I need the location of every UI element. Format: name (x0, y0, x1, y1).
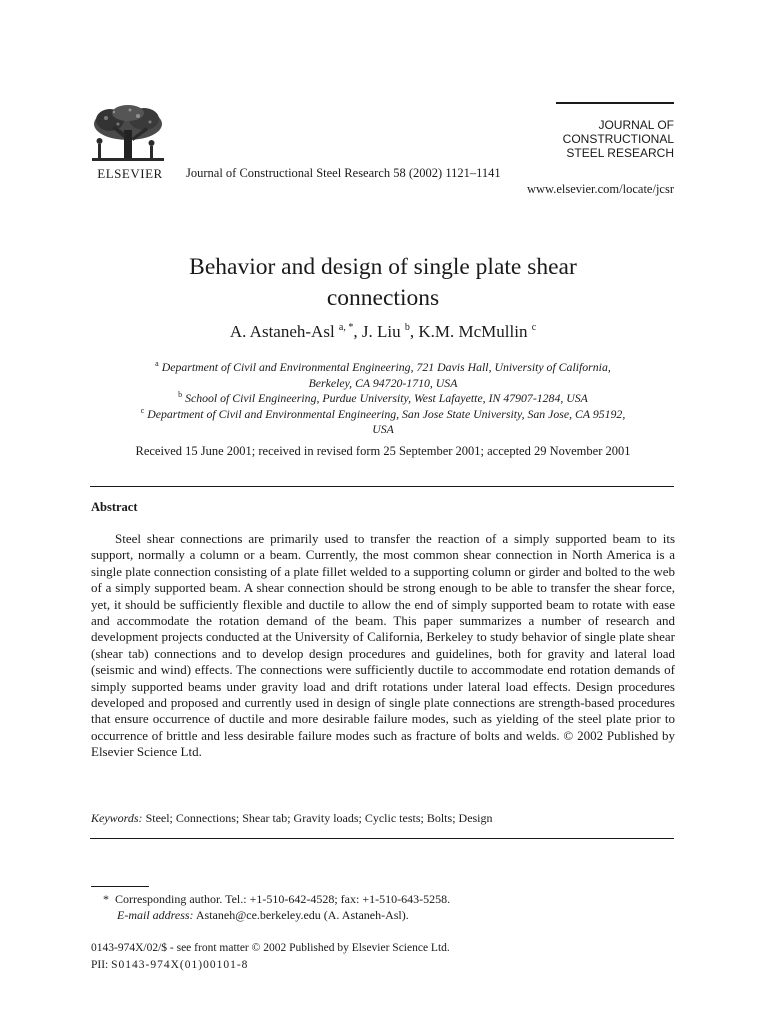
affiliation-text: School of Civil Engineering, Purdue University, West Lafayette, IN 47907-1284, USA (185, 391, 588, 405)
affiliation-line: USA (372, 422, 394, 436)
footnote-rule (91, 886, 149, 887)
abstract-body: Steel shear connections are primarily used to transfer the reaction of a simply supported beam to its support, normally a column or a beam. Currently, the most common shear connection in North America is a single plate connection consisting of a plate fillet welded to a supporting column or girder and bolted to the web of a simply supported beam. A shear connection should be strong enough to be able to transfer the shear force, yet, it should be sufficiently flexible and ductile to allow the end of simply supported beam to rotate with ease and accommodate the rotation demand of the beam. This paper summarizes a number of research and development projects conducted at the University of California, Berkeley to study behavior of single plate shear (shear tab) connections and to develop design procedures and guidelines, both for gravity and lateral load (seismic and wind) effects. The connections were sufficiently ductile to accommodate end rotation demands of simply supported beams under gravity load and drift rotations under lateral load effects. Design procedures developed and proposed and currently used in design of single plate connections are strength-based procedures that ensure occurrence of ductile and more desirable failure modes, such as yielding of the steel plate prior to occurrence of brittle and less desirable failure modes such as fracture of bolts and welds. © 2002 Published by Elsevier Science Ltd. (91, 531, 675, 760)
author-list (88, 322, 678, 342)
elsevier-tree-logo (88, 104, 168, 166)
keywords (91, 811, 675, 826)
author-name: A. Astaneh-Asl (229, 322, 335, 341)
paper-title (88, 252, 678, 314)
affiliation-mark: c (140, 405, 145, 415)
keywords-label: Keywords: (91, 811, 143, 825)
received-dates: Received 15 June 2001; received in revised form 25 September 2001; accepted 29 November 2001 (135, 444, 631, 458)
affiliation-mark: b (178, 390, 183, 399)
journal-citation: Journal of Constructional Steel Research 58 (2002) 1121–1141 (186, 166, 501, 180)
front-matter-info (91, 940, 450, 974)
divider-top (90, 486, 674, 487)
journal-url[interactable]: www.elsevier.com/locate/jcsr (526, 182, 674, 196)
email-label: E-mail address: (117, 908, 194, 922)
affiliation-text: Department of Civil and Environmental Engineering, 721 Davis Hall, University of California, (161, 360, 611, 374)
divider-bottom (90, 838, 674, 839)
journal-title-line: STEEL RESEARCH (566, 146, 674, 160)
affiliation-line: Berkeley, CA 94720-1710, USA (308, 375, 458, 390)
journal-title-line: JOURNAL OF (598, 118, 674, 132)
affiliation-text: Department of Civil and Environmental Engineering, San Jose State University, San Jose, CA 95192, (147, 406, 626, 421)
author-marks: b (404, 322, 410, 333)
journal-title (556, 118, 674, 160)
author-separator: , (409, 322, 419, 341)
affiliation-line (88, 360, 678, 376)
affiliation-line (88, 391, 678, 407)
pii-label: PII: (91, 959, 109, 971)
footnote (103, 891, 450, 923)
pii-code: S0143-974X(01)00101-8 (111, 959, 249, 971)
author-name: K.M. McMullin (418, 322, 528, 341)
journal-title-line: CONSTRUCTIONAL (562, 132, 674, 146)
corresponding-author: Corresponding author. Tel.: +1-510-642-4528; fax: +1-510-643-5258. (115, 892, 451, 906)
publisher-name: ELSEVIER (97, 166, 163, 181)
affiliation-mark: a (155, 359, 159, 368)
journal-title-rule (556, 102, 674, 104)
author-separator: , (353, 322, 362, 341)
abstract-heading: Abstract (91, 500, 138, 514)
title-line: Behavior and design of single plate shear (189, 254, 577, 280)
author-marks: a, * (338, 322, 354, 333)
affiliation-line (88, 407, 678, 423)
keywords-list: Steel; Connections; Shear tab; Gravity loads; Cyclic tests; Bolts; Design (145, 811, 493, 825)
author-name: J. Liu (361, 322, 401, 341)
email-address[interactable]: Astaneh@ce.berkeley.edu (A. Astaneh-Asl). (195, 908, 409, 922)
title-line: connections (326, 285, 440, 311)
footnote-mark: * (103, 892, 109, 906)
affiliations (88, 360, 678, 438)
issn-line: 0143-974X/02/$ - see front matter © 2002 Published by Elsevier Science Ltd. (91, 942, 450, 954)
author-marks: c (531, 322, 537, 333)
